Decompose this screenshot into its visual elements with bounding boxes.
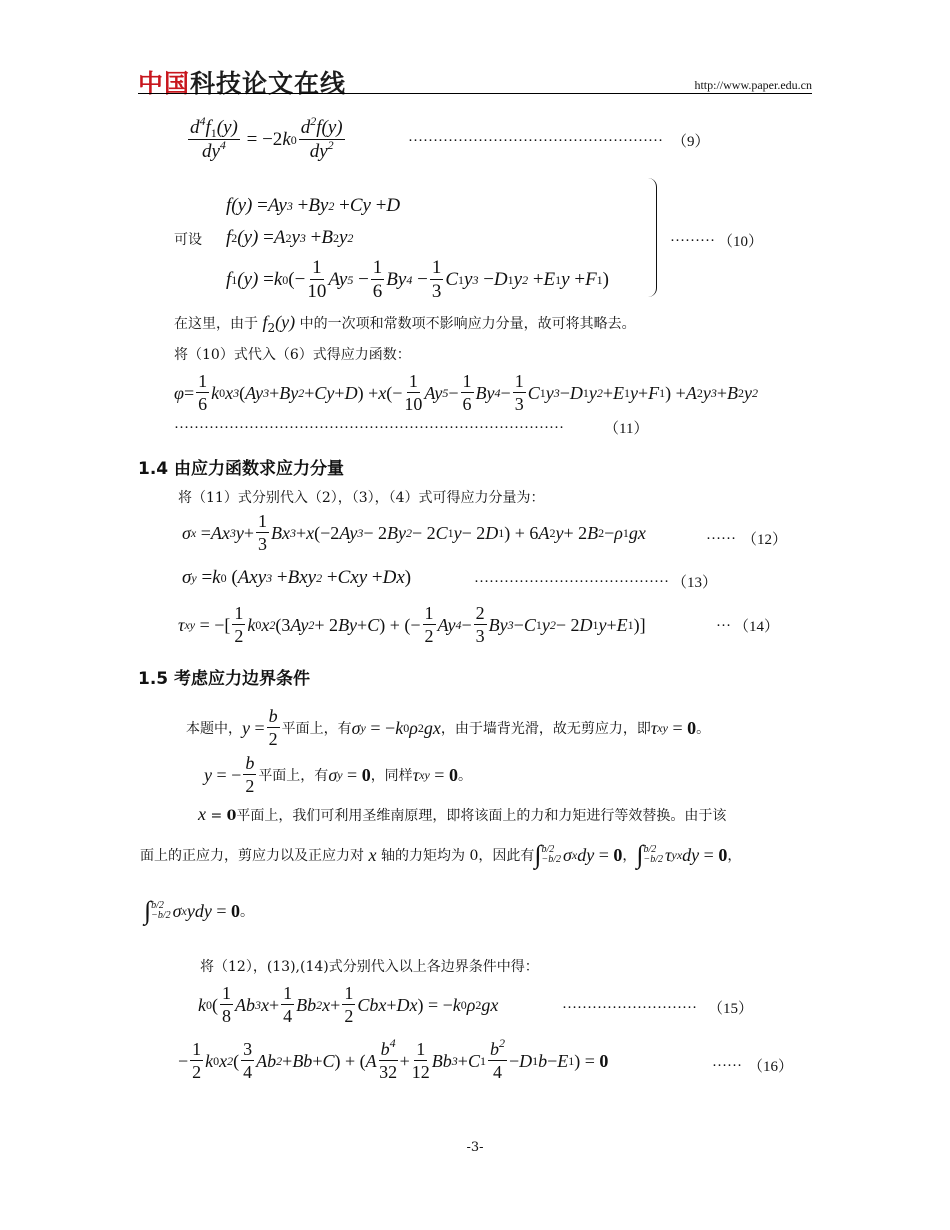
page-number: -3- bbox=[466, 1140, 484, 1155]
leader-14: … bbox=[716, 614, 731, 630]
equation-number-16: （16） bbox=[748, 1059, 794, 1075]
text-line2: y = − $\frac{b}{2}$ 平面上，有 σ y = 0 ，同样 τ xy = 0 。 bbox=[204, 753, 472, 796]
leader-13: ………………………………… bbox=[474, 570, 669, 586]
leader-12: …… bbox=[706, 527, 736, 543]
text-x0-line: x = 0平面上，我们可利用圣维南原理，即将该面上的力和力矩进行等效替换。由于该 bbox=[198, 804, 727, 824]
site-url[interactable]: http://www.paper.edu.cn bbox=[694, 78, 812, 92]
site-logo[interactable] bbox=[138, 64, 346, 100]
equation-10b: f 2 (y) = A 2 y 3 + B 2 y 2 bbox=[226, 227, 354, 248]
equation-16: − $\frac{1}{2}$ k 0 x 2 ( $\frac{3}{4}$ Ab 2 + Bb + C ) + ( A $\frac{b^4}{32}$ + $\frac{1}{12}$ Bb 3 + C 1 $\frac{b^2}{4}$ − D 1 b − E 1 ) = 0 bbox=[178, 1036, 609, 1082]
equation-number-9: （9） bbox=[672, 134, 710, 150]
leader-11: …………………………………………………………………… bbox=[174, 416, 564, 432]
text-integral-moment: ∫ b/2 −b/2 σ x ydy = 0 。 bbox=[144, 896, 255, 925]
equation-10a: f(y) = Ay 3 + By 2 + Cy + D bbox=[226, 195, 401, 216]
right-brace bbox=[648, 178, 657, 297]
equation-9: $\frac{d^4f_1(y)}{dy^4}$ = −2 k 0 $\frac{d^2f(y)}{dy^2}$ bbox=[190, 114, 343, 162]
equation-number-11: （11） bbox=[604, 421, 649, 437]
equation-number-12: （12） bbox=[742, 532, 788, 548]
equation-15: k 0 ( $\frac{1}{8}$ Ab 3 x + $\frac{1}{4}$ Bb 2 x + $\frac{1}{2}$ Cbx + Dx ) = − k 0 ρ 2 gx bbox=[198, 983, 499, 1026]
equation-10c: f 1 (y) = k 0 (− $\frac{1}{10}$ Ay 5 − $\frac{1}{6}$ By 4 − $\frac{1}{3}$ C 1 y 3 − D 1 y 2 + E 1 y + F 1 ) bbox=[226, 257, 609, 302]
text-keshe: 可设 bbox=[174, 232, 202, 248]
section-1-4-heading: 1.4 由应力函数求应力分量 bbox=[138, 459, 345, 479]
header-rule bbox=[138, 93, 812, 94]
logo-dark-text: 科技论文在线 bbox=[190, 69, 347, 98]
equation-number-14: （14） bbox=[734, 619, 780, 635]
equation-12: σ x = Ax 3 y + $\frac{1}{3}$ Bx 3 + x (−2 Ay 3 − 2 By 2 − 2 C 1 y − 2 D 1 ) + 6 A 2 y + 2 B 2 − ρ 1 gx bbox=[182, 511, 646, 554]
equation-11: φ = $\frac{1}{6}$ k 0 x 3 ( Ay 3 + By 2 + Cy + D ) + x (− $\frac{1}{10}$ Ay 5 − $\frac{1}{6}$ By 4 − $\frac{1}{3}$ C 1 y 3 − D 1 y 2 + E 1 y + F 1 ) + A 2 y 3 + B 2 y 2 bbox=[174, 371, 758, 414]
equation-13: σ y = k 0 ( Axy 3 + Bxy 2 + Cxy + Dx ) bbox=[182, 567, 412, 588]
text-jiang10: 将（10）式代入（6）式得应力函数： bbox=[174, 347, 411, 363]
logo-red-text: 中国 bbox=[138, 69, 191, 98]
equation-14: τ xy = −[ $\frac{1}{2}$ k 0 x 2 (3 Ay 2 + 2 By + C ) + (− $\frac{1}{2}$ Ay 4 − $\frac{2}{3}$ By 3 − C 1 y 2 − 2 D 1 y + E 1 )] bbox=[178, 603, 646, 646]
equation-number-10: （10） bbox=[718, 234, 764, 250]
equation-number-15: （15） bbox=[708, 1001, 754, 1017]
text-zaizheli: 在这里，由于 $f_2(y)$ 中的一次项和常数项不影响应力分量，故可将其略去。 bbox=[174, 312, 636, 335]
leader-9: …………………………………………… bbox=[408, 129, 663, 145]
leader-10: ……… bbox=[670, 229, 715, 245]
leader-16: …… bbox=[712, 1054, 742, 1070]
text-jiang11: 将（11）式分别代入（2），（3），（4）式可得应力分量为： bbox=[178, 490, 545, 506]
section-1-5-heading: 1.5 考虑应力边界条件 bbox=[138, 669, 311, 689]
text-jiang12: 将（12），(13),(14)式分别代入以上各边界条件中得： bbox=[200, 959, 539, 975]
text-benti: 本题中， y = $\frac{b}{2}$ 平面上，有 σ y = − k 0 ρ 2 gx ，由于墙背光滑，故无剪应力，即 τ xy = 0 。 bbox=[186, 706, 711, 749]
text-integrals-line: 面上的正应力，剪应力以及正应力对 x 轴的力矩均为 0，因此有 ∫ b/2 −b/2 σ x dy = 0 ， ∫ b/2 −b/2 τ yx dy = 0 ， bbox=[140, 840, 742, 869]
equation-number-13: （13） bbox=[672, 575, 718, 591]
leader-15: ……………………… bbox=[562, 996, 697, 1012]
